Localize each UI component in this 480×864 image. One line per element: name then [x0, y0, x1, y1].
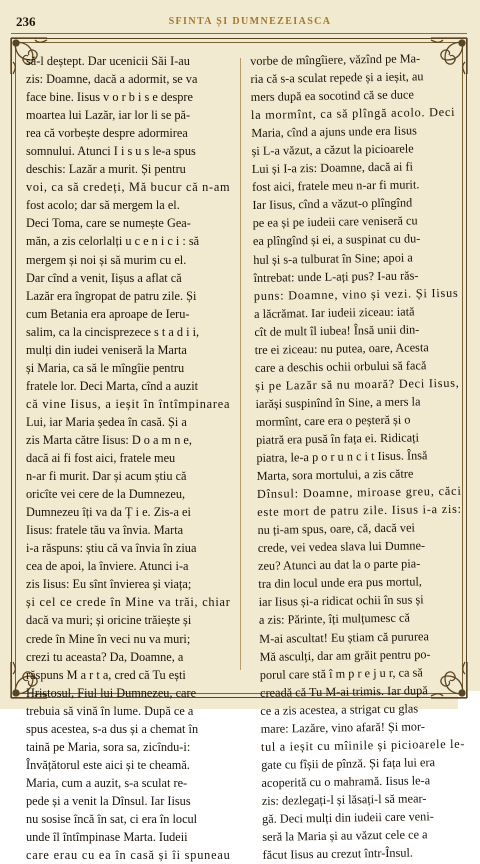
text-line: Maria, cînd a ajuns unde era Iisus: [251, 123, 417, 141]
text-line: piatra, le-a p o r u n c i t Iisus. Însă: [256, 448, 428, 465]
text-line: Învățătorul este aici și te cheamă.: [26, 757, 190, 772]
text-line: și cel ce crede în Mine va trăi, chiar: [26, 595, 231, 610]
text-line: și pe Lazăr să nu moară? Deci Iisus,: [255, 375, 460, 393]
text-line: deschis: Lazăr a murit. Și pentru: [26, 162, 186, 177]
text-line: i-a răspuns: știu că va învia în ziua: [26, 541, 197, 556]
text-line: mormînt, care era o peșteră și o: [255, 412, 411, 429]
page-number: 236: [16, 14, 36, 29]
text-line: hul și s-a tulburat în Sine; apoi a: [253, 249, 413, 267]
text-line: iarăși suspinînd în Sine, a mers la: [255, 394, 421, 411]
text-line: zis: Doamne, dacă a adormit, se va: [26, 72, 198, 87]
text-line: care erau cu ea în casă și îi spuneau: [26, 848, 231, 863]
text-line: este mort de patru zile. Iisus i-a zis:: [257, 501, 462, 520]
text-line: n-ar fi murit. Dar și acum știu că: [26, 469, 187, 484]
text-line: taină pe Maria, sora sa, zicîndu-i:: [26, 739, 191, 754]
text-line: trebuia să vină în lume. După ce a: [26, 703, 194, 718]
text-line: crede, vei vedea slava lui Dumne-: [257, 538, 426, 556]
text-line: Mă asculți, dar am grăit pentru po-: [259, 646, 431, 664]
right-text-column: [250, 49, 466, 862]
text-line: și L-a văzut, a căzut la picioarele: [251, 141, 414, 159]
text-line: nu ți-am spus, oare, că, dacă vei: [257, 520, 416, 538]
text-line: crezi tu aceasta? Da, Doamne, a: [26, 649, 184, 664]
text-line: seră la Maria și au văzut cele ce a: [262, 827, 428, 844]
text-line: ria că s-a sculat repede și a ieșit, au: [250, 69, 424, 87]
text-line: tul a ieșit cu mîinile și picioarele le-: [260, 736, 466, 754]
text-line: care a deschis ochii orbului să facă: [254, 358, 427, 375]
text-line: la mormînt, ca să plîngă acolo. Deci: [250, 104, 456, 123]
text-line: crede în Mine în veci nu va muri;: [26, 631, 191, 646]
text-line: că vine Iisus, a ieșit în întîmpinarea: [26, 396, 231, 411]
text-line: a zis: Părinte, îți mulțumesc că: [258, 611, 410, 628]
text-line: mare: Lazăre, vino afară! Și mor-: [260, 719, 426, 736]
text-line: dacă ai fi fost aici, fratele meu: [26, 451, 176, 466]
text-line: cum Betania era aproape de Ieru-: [26, 306, 190, 321]
text-line: mulți din iudei veniseră la Marta: [26, 342, 187, 357]
text-line: ea plîngînd și ei, a suspinat cu du-: [252, 231, 421, 249]
text-line: fratele lor. Deci Marta, cînd a auzit: [26, 378, 199, 393]
text-line: porul care stă î m p r e j u r, ca să: [259, 664, 423, 682]
text-line: face bine. Iisus v o r b i s e despre: [26, 90, 193, 105]
text-line: Iisus: fratele tău va învia. Marta: [26, 523, 184, 538]
text-line: a lăcrămat. Iar iudeii ziceau: iată: [253, 304, 415, 321]
text-line: Lui, iar Maria ședea în casă. Și a: [26, 414, 187, 429]
text-line: fost acolo; dar să mergem la el.: [26, 198, 180, 213]
running-title: SFINTA ȘI DUMNEZEIASCA: [168, 16, 332, 27]
text-line: zis Iisus: Eu sînt învierea și viața;: [26, 577, 192, 592]
text-line: gate cu fîșii de pînză. Și fața lui era: [261, 755, 436, 772]
text-line: ce a zis acestea, a strigat cu glas: [260, 701, 419, 718]
text-line: tre ei ziceau: nu putea, oare, Acesta: [254, 339, 429, 357]
text-line: cît de mult îl iubea! Însă unii din-: [254, 322, 420, 339]
text-line: să-l deștept. Dar ucenicii Săi I-au: [26, 54, 190, 68]
text-line: spus acestea, s-a dus și a chemat în: [26, 721, 199, 736]
text-line: acoperită cu o mahramă. Iisus le-a: [261, 773, 431, 790]
text-line: Dar cînd a venit, Iișus a aflat că: [26, 270, 182, 285]
text-line: zis Marta către Iisus: D o a m n e,: [26, 432, 192, 447]
text-line: rea că vorbește despre adormirea: [26, 126, 188, 141]
text-line: fost aici, fratele meu n-ar fi murit.: [252, 177, 420, 195]
text-line: puns: Doamne, vino și vezi. Și Iisus: [253, 285, 459, 303]
text-line: făcut Iisus au crezut într-Însul.: [262, 845, 414, 862]
text-line: Dînsul: Doamne, miroase greu, căci: [256, 483, 462, 502]
text-line: oricîte vei cere de la Dumnezeu,: [26, 487, 186, 502]
text-line: pe ea și pe iudeii care veniseră cu: [252, 213, 418, 231]
text-line: cea de apoi, la înviere. Atunci i-a: [26, 559, 189, 574]
text-line: dacă va muri; și oricine trăiește și: [26, 613, 192, 628]
column-divider: [240, 58, 241, 670]
text-line: moartea lui Lazăr, iar lor li se pă-: [26, 108, 191, 123]
text-line: mergem și noi și să murim cu el.: [26, 252, 187, 267]
text-line: voi, ca să credeți, Mă bucur că n-am: [26, 180, 231, 195]
text-line: gă. Deci mulți din iudeii care veni-: [261, 809, 434, 826]
text-line: întrebat: unde L-ați pus? I-au răs-: [253, 267, 419, 285]
text-line: Marta, sora mortului, a zis către: [256, 466, 414, 484]
left-text-column: [26, 52, 231, 863]
text-line: Deci Toma, care se numește Gea-: [26, 216, 191, 231]
text-line: vorbe de mîngîiere, văzînd pe Ma-: [250, 51, 421, 68]
text-line: răspuns M a r t a, cred că Tu ești: [26, 667, 186, 682]
text-line: Dumnezeu îți va da Ț i e. Zis-a ei: [26, 505, 191, 520]
text-line: Lazăr era îngropat de patru zile. Și: [26, 288, 197, 303]
text-line: nu sosise încă în sat, ci era în locul: [26, 811, 198, 826]
text-line: somnului. Atunci I i s u s le-a spus: [26, 144, 196, 159]
text-line: M-ai ascultat! Eu știam că pururea: [259, 628, 430, 646]
text-line: tra din locul unde era pus mortul,: [258, 574, 423, 592]
text-line: pede și a venit la Dînsul. Iar Iisus: [26, 793, 191, 808]
text-line: zeu? Atunci au dat la o parte pia-: [257, 556, 421, 574]
text-line: Iar Iisus, cînd a văzut-o plîngînd: [252, 195, 413, 213]
text-line: și Maria, ca să le mîngîie pentru: [26, 360, 185, 375]
text-line: salim, ca la cincisprezece s t a d i i,: [26, 324, 200, 339]
text-line: iar Iisus și-a ridicat ochii în sus și: [258, 592, 424, 610]
text-line: unde îl întîmpinase Marta. Iudeii: [26, 830, 188, 845]
text-line: Lui și I-a zis: Doamne, dacă ai fi: [251, 159, 414, 177]
text-line: piatră era pusă în fața ei. Ridicați: [255, 430, 420, 447]
text-line: creadă că Tu M-ai trimis. Iar după: [259, 682, 428, 700]
text-line: zis: dezlegați-l și lăsați-l să mear-: [261, 791, 427, 808]
text-line: Hristosul, Fiul lui Dumnezeu, care: [26, 685, 197, 700]
text-line: măn, a zis celorlalți u c e n i c i : să: [26, 234, 200, 249]
text-line: Maria, cum a auzit, s-a sculat re-: [26, 775, 188, 790]
text-line: mers după ea socotind că se duce: [250, 87, 415, 105]
header-rule: [11, 33, 467, 34]
